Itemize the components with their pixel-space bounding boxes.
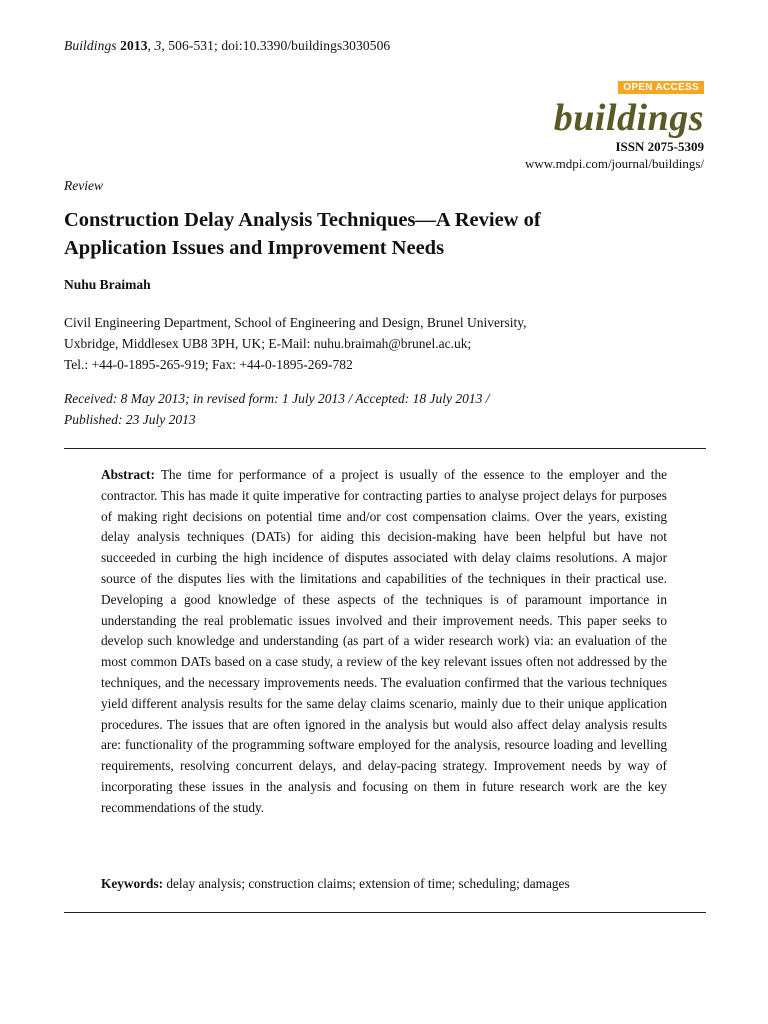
- affiliation-line-3: Tel.: +44-0-1895-265-919; Fax: +44-0-1895-269-782: [64, 357, 353, 372]
- article-type: Review: [64, 178, 103, 193]
- open-access-badge: OPEN ACCESS: [618, 81, 704, 94]
- publication-year: 2013: [120, 38, 148, 53]
- author-name: Nuhu Braimah: [64, 277, 151, 292]
- journal-url[interactable]: www.mdpi.com/journal/buildings/: [525, 156, 704, 171]
- journal-logo: buildings: [553, 97, 704, 139]
- top-divider: [64, 448, 706, 449]
- author-affiliation: [64, 312, 704, 375]
- abstract: [101, 465, 667, 819]
- paper-title: [64, 206, 704, 262]
- pages-doi: , 506-531; doi:10.3390/buildings3030506: [161, 38, 391, 53]
- abstract-label: Abstract:: [101, 467, 155, 482]
- abstract-text: The time for performance of a project is usually of the essence to the employer and the contractor. This has made it quite imperative for contracting parties to analyse project delays for purposes of making right decisions on potential time and/or cost compensation claims. Over the years, existing delay analysis techniques (DATs) for aiding this decision-making have been helpful but have not succeeded in curbing the high incidence of disputes associated with delay claims resolutions. A major source of the disputes lies with the limitations and capabilities of the techniques in their practical use. Developing a good knowledge of these aspects of the techniques is of paramount importance in understanding the real problematic issues involved and their improvement needs. This paper seeks to develop such knowledge and understanding (as part of a wider research work) via: an evaluation of the most common DATs based on a case study, a review of the key relevant issues often not addressed by the techniques, and the necessary improvements needs. The evaluation confirmed that the various techniques yield different analysis results for the same delay claims scenario, mainly due to their unique application procedures. The issues that are often ignored in the analysis but would also affect delay analysis results are: functionality of the programming software employed for the analysis, resource loading and levelling requirements, resolving concurrent delays, and delay-pacing strategy. Improvement needs by way of incorporating these issues in the analysis and focusing on them in future research work are the key recommendations of the study.: [101, 467, 667, 815]
- bottom-divider: [64, 912, 706, 913]
- journal-citation: Buildings 2013, 3, 506-531; doi:10.3390/buildings3030506: [64, 38, 391, 53]
- keywords-text: delay analysis; construction claims; extension of time; scheduling; damages: [166, 876, 570, 891]
- publication-dates: [64, 388, 704, 430]
- affiliation-line-2: Uxbridge, Middlesex UB8 3PH, UK; E-Mail: nuhu.braimah@brunel.ac.uk;: [64, 336, 472, 351]
- title-line-1: Construction Delay Analysis Techniques—A Review of: [64, 209, 541, 231]
- title-line-2: Application Issues and Improvement Needs: [64, 237, 445, 259]
- dates-line-1: Received: 8 May 2013; in revised form: 1 July 2013 / Accepted: 18 July 2013 /: [64, 391, 490, 406]
- dates-line-2: Published: 23 July 2013: [64, 412, 196, 427]
- volume-number: 3: [154, 38, 162, 53]
- issn-number: ISSN 2075-5309: [615, 139, 704, 154]
- affiliation-line-1: Civil Engineering Department, School of Engineering and Design, Brunel University,: [64, 315, 527, 330]
- keywords: [101, 874, 667, 894]
- keywords-label: Keywords:: [101, 876, 164, 891]
- journal-name: Buildings: [64, 38, 117, 53]
